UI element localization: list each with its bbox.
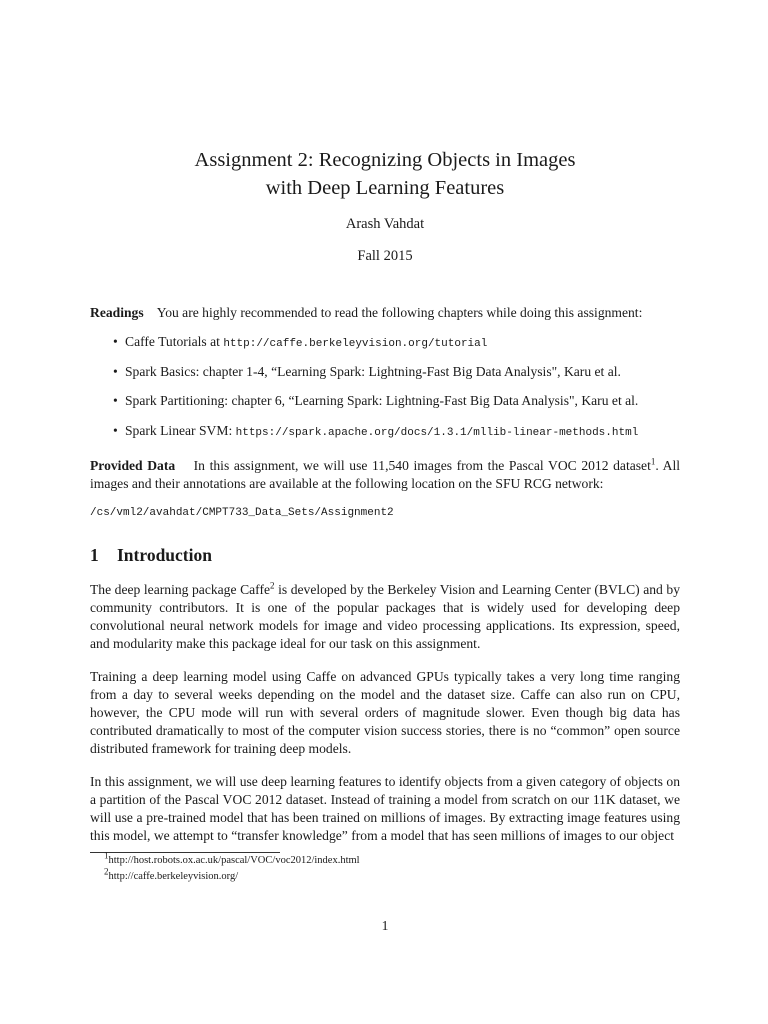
reading-text: Spark Linear SVM: xyxy=(125,422,236,438)
footnote-link[interactable]: http://caffe.berkeleyvision.org/ xyxy=(108,871,239,882)
readings-intro: You are highly recommended to read the following chapters while doing this assignment: xyxy=(156,305,643,320)
reading-text: Caffe Tutorials at xyxy=(125,334,224,349)
date: Fall 2015 xyxy=(357,248,413,264)
title-line-1: Assignment 2: Recognizing Objects in Images xyxy=(194,149,576,171)
bullet-icon: • xyxy=(113,334,118,349)
provided-data-paragraph xyxy=(90,457,680,493)
bullet-icon: • xyxy=(113,393,118,408)
list-item xyxy=(90,363,680,393)
readings-paragraph xyxy=(90,304,680,322)
provided-data-heading: Provided Data xyxy=(90,458,176,473)
readings-heading: Readings xyxy=(90,305,144,320)
author: Arash Vahdat xyxy=(345,216,425,232)
reading-text: Spark Partitioning: chapter 6, “Learning Spark: Lightning-Fast Big Data Analysis", Karu et al. xyxy=(125,393,639,408)
footnote-2 xyxy=(104,866,239,882)
list-item xyxy=(90,422,680,452)
bullet-icon: • xyxy=(113,363,118,379)
section-title: Introduction xyxy=(117,545,212,565)
document-title xyxy=(90,146,680,202)
paragraph-text: The deep learning package Caffe xyxy=(90,582,271,597)
document-page xyxy=(90,0,680,1024)
bullet-icon: • xyxy=(113,422,118,438)
section-heading xyxy=(90,545,212,566)
provided-data-text-after: . All images and their annotations are available at the following location on the SFU RCG network: xyxy=(90,458,681,491)
intro-paragraph-1 xyxy=(90,581,680,653)
intro-paragraph-2: Training a deep learning model using Caffe on advanced GPUs typically takes a very long time ranging from a day to several weeks depending on the model and the dataset size. Caffe can also run on CPU, however, the CPU mode will run with several orders of magnitude slower. Even though big data has contributed dramatically to most of the computer vision success stories, there is no “common” open source distributed framework for training deep models. xyxy=(90,669,680,756)
reading-link[interactable]: http://caffe.berkeleyvision.org/tutorial xyxy=(223,338,488,350)
footnote-mark: 1 xyxy=(104,850,109,861)
footnote-ref[interactable]: 1 xyxy=(650,456,656,467)
intro-paragraph-3: In this assignment, we will use deep learning features to identify objects from a given category of objects on a partition of the Pascal VOC 2012 dataset. Instead of training a model from scratch on our 11K dataset, we will use a pre-trained model that has been trained on millions of images. By extracting image features using this model, we attempt to “transfer knowledge” from a model that has seen millions of images to our object xyxy=(90,774,680,843)
title-line-2: with Deep Learning Features xyxy=(265,177,505,199)
page-number: 1 xyxy=(381,918,389,933)
footnote-mark: 2 xyxy=(104,866,109,877)
section-number: 1 xyxy=(90,545,99,565)
list-item xyxy=(90,333,680,363)
dataset-path: /cs/vml2/avahdat/CMPT733_Data_Sets/Assignment2 xyxy=(90,507,394,519)
list-item xyxy=(90,392,680,422)
footnote-divider xyxy=(90,852,280,853)
paragraph-text: is developed by the Berkeley Vision and Learning Center (BVLC) and by community contributors. It is one of the popular packages that is widely used for developing deep convolutional neural network models for image and video processing applications. Its expression, speed, and modularity make this package ideal for our task on this assignment. xyxy=(90,582,680,651)
provided-data-text: In this assignment, we will use 11,540 images from the Pascal VOC 2012 dataset xyxy=(193,458,651,473)
reading-text: Spark Basics: chapter 1-4, “Learning Spark: Lightning-Fast Big Data Analysis", Karu et al. xyxy=(125,363,621,379)
reading-link[interactable]: https://spark.apache.org/docs/1.3.1/mllib-linear-methods.html xyxy=(235,426,639,439)
footnote-ref[interactable]: 2 xyxy=(270,580,275,591)
footnote-link[interactable]: http://host.robots.ox.ac.uk/pascal/VOC/voc2012/index.html xyxy=(108,855,360,866)
footnote-1 xyxy=(104,850,360,866)
readings-list xyxy=(90,333,680,451)
